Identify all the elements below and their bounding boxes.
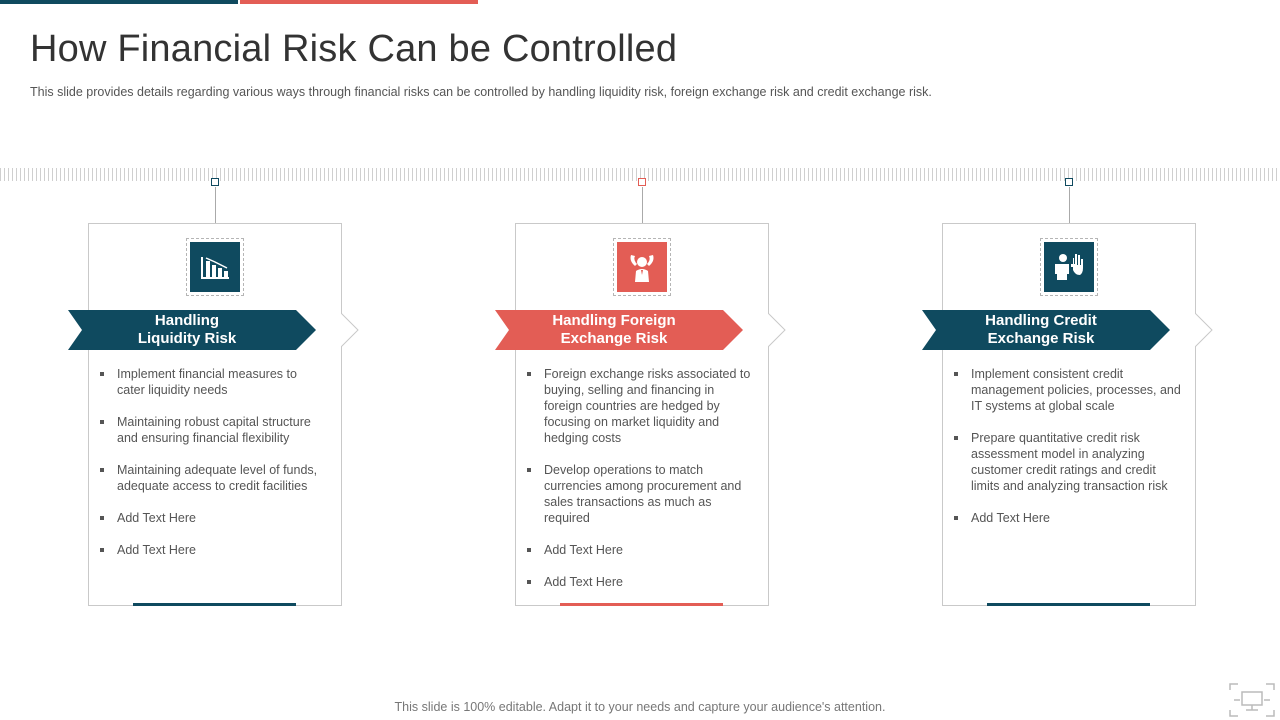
foreign-exchange-risk-title: Handling Foreign Exchange Risk	[552, 312, 676, 347]
page-title: How Financial Risk Can be Controlled	[30, 28, 678, 70]
list-item: Add Text Here	[951, 510, 1181, 526]
card-fold-3	[1195, 313, 1215, 347]
liquidity-risk-banner	[68, 310, 316, 350]
top-accent-bar-coral	[240, 0, 478, 4]
list-item: Implement financial measures to cater liquidity needs	[97, 366, 327, 398]
list-item: Add Text Here	[524, 574, 754, 590]
connector-stem-3	[1069, 187, 1070, 223]
connector-node-2	[638, 178, 646, 186]
connector-node-3	[1065, 178, 1073, 186]
list-item: Prepare quantitative credit risk assessment model in analyzing customer credit ratings and credit limits and analyzing transaction risk	[951, 430, 1181, 494]
footer-note: This slide is 100% editable. Adapt it to your needs and capture your audience's attention.	[394, 700, 886, 714]
list-item: Maintaining adequate level of funds, adequate access to credit facilities	[97, 462, 327, 494]
card-bottom-accent	[987, 603, 1150, 606]
list-item: Maintaining robust capital structure and ensuring financial flexibility	[97, 414, 327, 446]
credit-exchange-risk-title: Handling Credit Exchange Risk	[985, 312, 1097, 347]
card-fold-2	[768, 313, 788, 347]
connector-node-1	[211, 178, 219, 186]
list-item: Develop operations to match currencies among procurement and sales transactions as much as required	[524, 462, 754, 526]
list-item: Add Text Here	[524, 542, 754, 558]
list-item: Add Text Here	[97, 542, 327, 558]
liquidity-risk-title: Handling Liquidity Risk	[137, 312, 237, 347]
person-stop-hand-icon	[1044, 242, 1094, 292]
top-accent-bar-navy	[0, 0, 238, 4]
credit-exchange-risk-list	[951, 366, 1181, 542]
card-bottom-accent	[133, 603, 296, 606]
presentation-screen-icon	[1228, 682, 1276, 718]
foreign-exchange-icon-frame	[613, 238, 671, 296]
page-subtitle: This slide provides details regarding various ways through financial risks can be controlled by handling liquidity risk, foreign exchange risk and credit exchange risk.	[30, 85, 932, 99]
foreign-exchange-risk-banner	[495, 310, 743, 350]
stressed-person-icon	[617, 242, 667, 292]
connector-stem-2	[642, 187, 643, 223]
foreign-exchange-risk-list	[524, 366, 754, 606]
list-item: Add Text Here	[97, 510, 327, 526]
credit-exchange-risk-banner	[922, 310, 1170, 350]
credit-exchange-icon-frame	[1040, 238, 1098, 296]
declining-bar-chart-icon	[190, 242, 240, 292]
card-fold-1	[341, 313, 361, 347]
list-item: Implement consistent credit management policies, processes, and IT systems at global scale	[951, 366, 1181, 414]
liquidity-risk-list	[97, 366, 327, 574]
connector-stem-1	[215, 187, 216, 223]
liquidity-icon-frame	[186, 238, 244, 296]
list-item: Foreign exchange risks associated to buying, selling and financing in foreign countries are hedged by focusing on market liquidity and hedging costs	[524, 366, 754, 446]
